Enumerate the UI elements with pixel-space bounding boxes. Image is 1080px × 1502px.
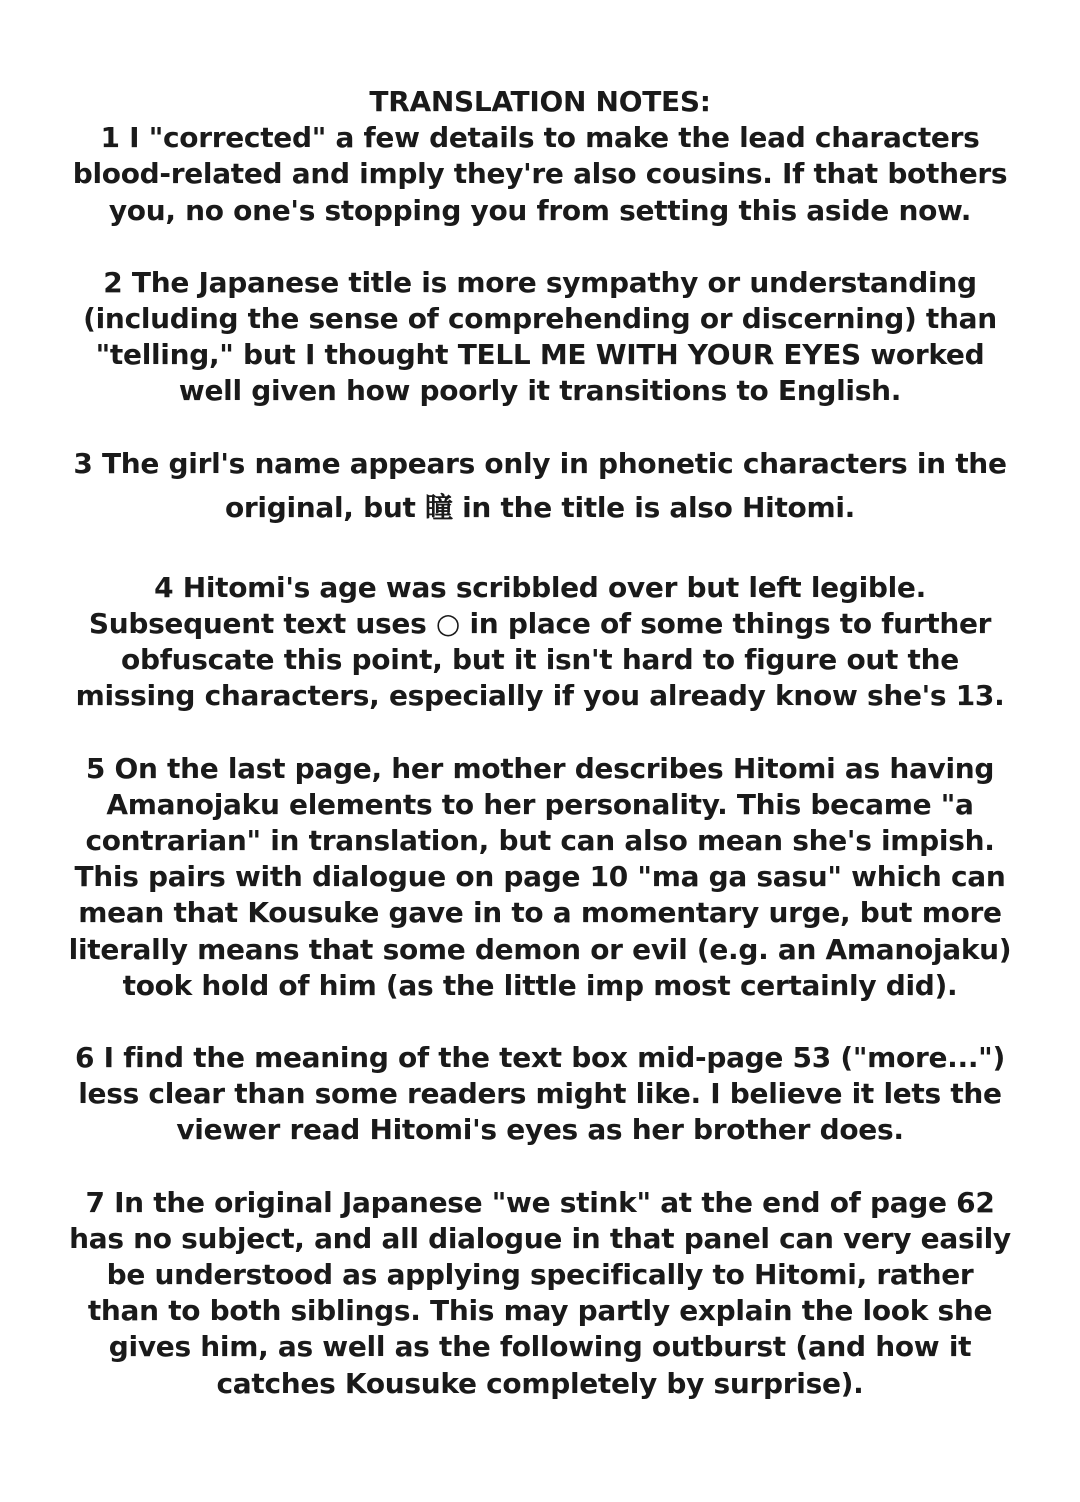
note-7-line-2: has no subject, and all dialogue in that panel can very easily [69,1221,1011,1255]
notes-heading: TRANSLATION NOTES: [369,85,711,118]
note-6-line-3: viewer read Hitomi's eyes as her brother does. [176,1113,904,1147]
note-1-line-2: blood-related and imply they're also cousins. If that bothers [72,157,1008,191]
note-7-line-5: gives him, as well as the following outburst (and how it [108,1330,972,1364]
note-5-line-5: mean that Kousuke gave in to a momentary urge, but more [78,896,1002,930]
note-3-line-2: original, but 瞳 in the title is also Hitomi. [224,490,855,524]
note-6-line-2: less clear than some readers might like. I believe it lets the [78,1077,1002,1111]
note-6-line-1: 6 I find the meaning of the text box mid-page 53 ("more...") [75,1041,1005,1075]
notes-block-1 [0,84,1080,229]
note-1-line-3: you, no one's stopping you from setting this aside now. [108,193,972,227]
note-7-line-3: be understood as applying specifically to Hitomi, rather [106,1258,974,1292]
note-5-line-2: Amanojaku elements to her personality. This became "a [106,787,974,821]
note-2-line-4: well given how poorly it transitions to English. [178,374,902,408]
note-7 [0,1185,1080,1402]
note-2-line-3: "telling," but I thought TELL ME WITH YOUR EYES worked [95,338,985,372]
note-4-line-1: 4 Hitomi's age was scribbled over but left legible. [154,570,926,604]
note-4 [0,570,1080,715]
note-5-line-1: 5 On the last page, her mother describes Hitomi as having [85,751,995,785]
note-7-line-4: than to both siblings. This may partly explain the look she [87,1294,993,1328]
note-3 [0,446,1080,534]
note-5-line-7: took hold of him (as the little imp most certainly did). [122,968,958,1002]
note-5 [0,751,1080,1004]
note-4-line-3: obfuscate this point, but it isn't hard to figure out the [121,643,959,677]
note-7-line-6: catches Kousuke completely by surprise). [216,1366,864,1400]
note-7-line-1: 7 In the original Japanese "we stink" at the end of page 62 [85,1185,995,1219]
note-5-line-6: literally means that some demon or evil (e.g. an Amanojaku) [68,932,1012,966]
note-3-line-1: 3 The girl's name appears only in phonetic characters in the [73,446,1007,480]
note-2 [0,265,1080,410]
note-2-line-2: (including the sense of comprehending or discerning) than [83,302,997,336]
note-1-line-1: 1 I "corrected" a few details to make the lead characters [100,121,980,155]
note-4-line-4: missing characters, especially if you already know she's 13. [75,679,1005,713]
translation-notes-page [0,84,1080,1402]
note-4-line-2: Subsequent text uses ○ in place of some things to further [88,607,992,641]
note-5-line-4: This pairs with dialogue on page 10 "ma ga sasu" which can [74,860,1006,894]
note-6 [0,1040,1080,1149]
note-5-line-3: contrarian" in translation, but can also mean she's impish. [85,824,995,858]
note-2-line-1: 2 The Japanese title is more sympathy or understanding [103,265,977,299]
